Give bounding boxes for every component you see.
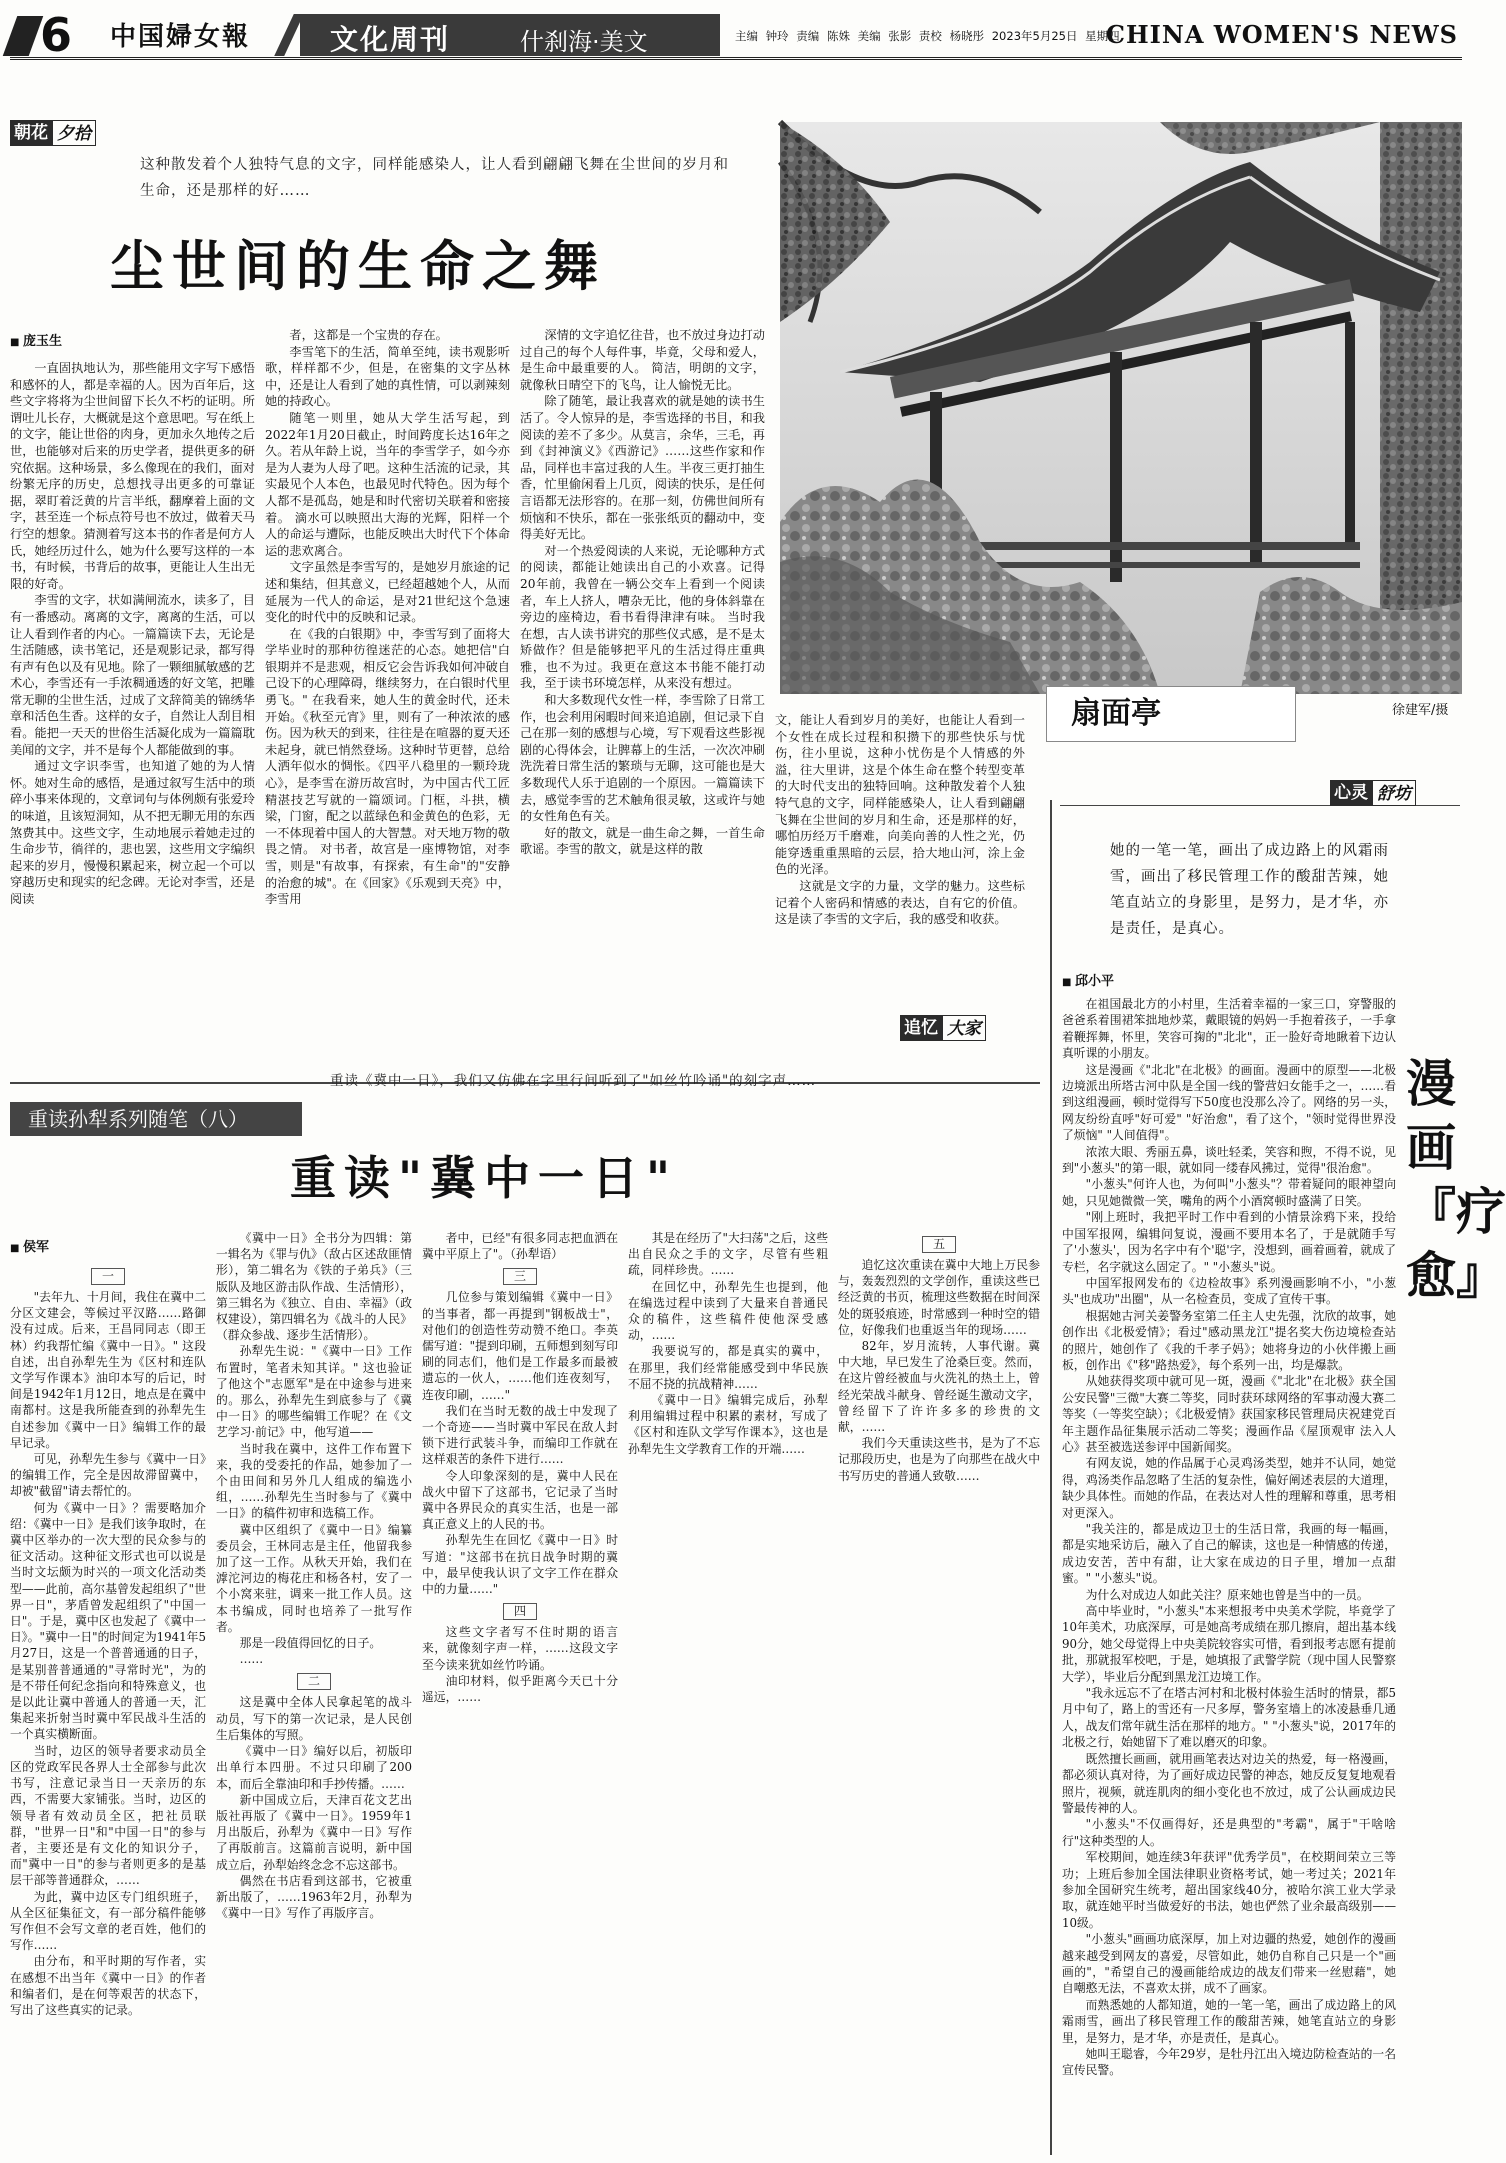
column-tag-part: 大家 bbox=[942, 1015, 986, 1041]
column-tag-part: 朝花 bbox=[10, 120, 52, 146]
paragraph: 《冀中一日》编辑完成后，孙犁利用编辑过程中积累的素材，写成了《区村和连队文学写作课本》，这也是孙犁先生文学教育工作的开端…… bbox=[628, 1393, 828, 1456]
paragraph: "小葱头"何许人也，为何叫"小葱头"？带着疑问的眼神望向她，只见她微微一笑，嘴角的两个小酒窝顿时盛满了日笑。 bbox=[1062, 1177, 1396, 1208]
article2-column-1 bbox=[10, 1262, 206, 2152]
english-paper-name: CHINA WOMEN'S NEWS bbox=[1105, 20, 1458, 49]
paragraph: 为什么对成边人如此关注？原来她也曾是当中的一员。 bbox=[1085, 1587, 1369, 1602]
paragraph: 为此，冀中边区专门组织班子，从全区征集征文，有一部分稿件能够写作但不会写文章的老百姓，他们的写作…… bbox=[10, 1889, 206, 1953]
paragraph: 追忆这次重读在冀中大地上万民参与，轰轰烈烈的文学创作，重读这些已经泛黄的书页，梳理这些数据在时间深处的斑驳痕迹，时常感到一种时空的错位，好像我们也重返当年的现场…… bbox=[838, 1258, 1040, 1337]
article1-column-3 bbox=[520, 327, 765, 1075]
paragraph: 我们在当时无数的战士中发现了一个奇迹——当时冀中军民在敌人封锁下进行武装斗争，而编印工作就在这样艰苦的条件下进行…… bbox=[422, 1403, 618, 1467]
paragraph: 李雪的文字，状如满闸流水，读多了，目有一番感动。离离的文字，离离的生活，可以让人看到作者的内心。一篇篇读下去，无论是生活随感，读书笔记，还是观影记录，都写得有声有色以及有见地。除了一颗细腻敏感的艺术心，李雪还有一手浓稠通透的好文笔，把雕常无聊的尘世生活，过成了文辞简美的锦绣华章和活色生香。这样的女子，自然让人刮目相看。能把一天天的世俗生活凝化成为一篇篇耽美闻的文字，并不是每个人都能做到的事。 bbox=[10, 593, 255, 757]
section-bar bbox=[300, 14, 720, 56]
photo-caption: 扇面亭 bbox=[1046, 686, 1296, 742]
section-mark: 五 bbox=[838, 1236, 1040, 1253]
paragraph: "小葱头"不仅画得好，还是典型的"考霸"，属于"干啥啥行"这种类型的人。 bbox=[1062, 1817, 1396, 1848]
article2-lead: 重读《冀中一日》，我们又仿佛在字里行间听到了"如丝竹吟诵"的刻字声…… bbox=[330, 1073, 817, 1089]
paragraph: 李雪笔下的生活，简单至纯，读书观影听歌，样样都不少，但是，在密集的文字丛林中，还是让人看到了她的真性情，可以剥辣刻她的持政心。 bbox=[265, 344, 510, 409]
paper-name: 中国婦女報 bbox=[110, 22, 251, 52]
paragraph: 何为《冀中一日》？需要略加介绍：《冀中一日》是我们该争取时，在冀中区举办的一次大型的民众参与的征文活动。这种征文形式也可以说是当时文坛颇为时兴的一项文化活动类型——此前，高尔基曾发起组织了"世界一日"，茅盾曾发起组织了"中国一日"。于是，冀中区也发起了《冀中一日》。"冀中一日"的时间定为1941年5月27日，这是一个普普通通的日子，是某别普普通通的"寻常时光"，为的是不带任何纪念指向和特殊意义，也是以此让冀中普通人的普通一天，汇集起来折射当时冀中军民战斗生活的一个真实横断面。 bbox=[10, 1500, 206, 1742]
photo-credit: 徐建军/摄 bbox=[1392, 703, 1449, 718]
section-mark: 三 bbox=[422, 1268, 618, 1285]
article2-column-4 bbox=[628, 1230, 828, 2152]
paragraph: 《冀中一日》编好以后，初版印出单行本四册。不过只印刷了200本，而后全靠油印和手抄传播。…… bbox=[216, 1744, 412, 1791]
paragraph: 根据她古河关姜警务室第二任主人史先强，沈欣的故事，她创作出《北极爱情》；看过"感动黑龙江"提名奖大伤边境检查站的照片，她创作了《我的千孝子妈》；她将身边的小伙伴搬上画板，创作出《"移"路热爱》，每个系列一出，均是爆款。 bbox=[1062, 1308, 1396, 1372]
column-tag-part: 舒坊 bbox=[1372, 780, 1416, 806]
article2-author: ■ 侯军 bbox=[10, 1236, 49, 1255]
paragraph: "我永远忘不了在塔古河村和北极村体验生活时的情景，都5月中旬了，路上的雪还有一尺多厚，警务室墙上的冰凌悬垂几通人，战友们常年就生活在那样的地方。" "小葱头"说，2017年的北极之行，始她留下了难以磨灭的印象。 bbox=[1062, 1686, 1396, 1750]
paragraph: 通过文字识李雪，也知道了她的为人情怀。她对生命的感悟，是通过叙写生活中的琐碎小事来体现的，文章词句与体例颇有张爱玲的味道，且该短洞知，从不把无聊无用的东西煞费其中。这些文字，生动地展示着她走过的生命步节，徜徉的，悲也罢，这些用文字编织起来的岁月，慢慢积累起来，树立起一个可以穿越历史和现实的纪念碑。无论对李雪，还是阅读 bbox=[10, 759, 255, 906]
paragraph: 者中，已经"有很多同志把血洒在冀中平原上了"。（孙犁语） bbox=[422, 1231, 618, 1262]
section-mark: 四 bbox=[422, 1603, 618, 1620]
paragraph: 新中国成立后，天津百花文艺出版社再版了《冀中一日》。1959年1月出版后，孙犁为《冀中一日》写作了再版前言。这篇前言说明，新中国成立后，孙犁始终念念不忘这部书。 bbox=[216, 1792, 412, 1872]
paragraph: 油印材料，似乎距离今天已十分遥远，…… bbox=[422, 1673, 618, 1705]
paragraph: 其是在经历了"大扫荡"之后，这些出自民众之手的文字，尽管有些粗疏，同样珍贵。…… bbox=[628, 1231, 828, 1278]
paragraph: 深情的文字追忆往昔，也不放过身边打动过自己的每个人每件事，毕竟，父母和爱人，是生命中最重要的人。 简洁，明朗的文字，就像秋日晴空下的飞鸟，让人愉悦无比。 bbox=[520, 328, 765, 392]
article2-headline: 重读"冀中一日" bbox=[290, 1151, 678, 1205]
paragraph: 那是一段值得回忆的日子。 bbox=[239, 1636, 382, 1651]
column-tag-zhuiyi bbox=[900, 1015, 986, 1041]
paragraph: "我关注的，都是成边卫士的生活日常，我画的每一幅画，都是实地采访后，融入了自己的解读，这也是一种情感的传递，成边安苦，苦中有甜，让大家在成边的日子里，增加一点甜蜜。" "小葱头"说。 bbox=[1062, 1522, 1396, 1586]
paragraph: 由分布，和平时期的写作者，实在感想不出当年《冀中一日》的作者和编者们，是在何等艰苦的状态下，写出了这些真实的记录。 bbox=[10, 1954, 206, 2017]
paragraph: …… bbox=[239, 1652, 264, 1667]
masthead bbox=[10, 10, 1462, 60]
paragraph: 冀中区组织了《冀中一日》编纂委员会，王林同志是主任，他留我参加了这一工作。从秋天开始，我们在滹沱河边的梅花庄和杨各村，安了一个小窝来驻，调来一批工作人员。这本书编成，同时也培养了一批写作者。 bbox=[216, 1522, 412, 1634]
paragraph: "小葱头"画画功底深厚，加上对边疆的热爱，她创作的漫画越来越受到网友的喜爱，尽管如此，她仍自称自己只是一个"画画的"，"希望自己的漫画能给成边的战友们带来一丝慰藉"，她自嘲憨无法，不喜欢太拼，成不了画家。 bbox=[1062, 1932, 1396, 1996]
page-number: 6 bbox=[10, 10, 110, 60]
article1-headline: 尘世间的生命之舞 bbox=[110, 234, 606, 298]
column-tag-zhaohua bbox=[10, 120, 96, 146]
paragraph: 这些文字者写不住时期的语言来，就像刻字声一样，……这段文字至今读来犹如丝竹吟诵。 bbox=[422, 1625, 618, 1672]
article3-author: ■ 邱小平 bbox=[1062, 970, 1114, 989]
paragraph: 一直固执地认为，那些能用文字写下感悟和感怀的人，都是幸福的人。因为百年后，这些文字将将为尘世间留下长久不朽的证明。所谓吐儿长存，大概就是这个意思吧。写在纸上的文字，能让世俗的肉身，更加永久地传之后世，也能够对后来的历史学者，提供更多的研究依据。这种场景，多么像现在的我们，面对纷繁无序的历史，总想找寻出更多的可靠证据，翠盯着泛黄的片言半纸，翻摩着上面的文字，甚至连一个标点符号也不放过，做着天马行空的想象。猜测着写这本书的作者是何方人氏，她经历过什么，她为什么要写这样的一本书，有时候，书背后的故事，更能让人生出无限的好奇。 bbox=[10, 361, 255, 591]
pavilion-photo bbox=[780, 122, 1462, 694]
pavilion-illustration bbox=[780, 122, 1462, 694]
paragraph: 军校期间，她连续3年获评"优秀学员"，在校期间荣立三等功；上班后参加全国法律职业资格考试，她一考过关；2021年参加全国研究生统考，超出国家线40分，被哈尔滨工业大学录取，就连她平时当做爱好的书法，她也俨然了业余最高级别——10级。 bbox=[1062, 1850, 1396, 1930]
paragraph: 既然擅长画画，就用画笔表达对边关的热爱，每一格漫画，都必须认真对待，为了画好成边民警的神态，她反反复复地观看照片，视频，就连肌肉的细小变化也不放过，成了公认画成边民警最传神的人。 bbox=[1062, 1751, 1396, 1815]
article2-column-2 bbox=[216, 1230, 412, 2152]
paragraph: 者，这都是一个宝贵的存在。 bbox=[289, 328, 448, 342]
paragraph: 中国军报网发布的《边检故事》系列漫画影响不小，"小葱头"也成功"出圈"，从一名检查员，变成了宣传干事。 bbox=[1062, 1275, 1396, 1307]
section-name: 文化周刊 bbox=[330, 23, 451, 56]
article3-body bbox=[1062, 996, 1396, 2152]
column-tag-xinling bbox=[1330, 780, 1416, 806]
series-title: 重读孙犁系列随笔（八） bbox=[10, 1102, 302, 1136]
paragraph: "刚上班时，我把平时工作中看到的小情景涂鸦下来，投给中国军报网，编辑问复说，漫画不要用本名了，于是就随手写了'小葱头'，因为名字中有个'聪'字，没想到，画着画着，就成了专栏，名字就这么固定了。" "小葱头"说。 bbox=[1062, 1210, 1396, 1274]
paragraph: 偶然在书店看到这部书，它被重新出版了，……1963年2月，孙犁为《冀中一日》写作了再版序言。 bbox=[216, 1873, 412, 1921]
paragraph: 可见，孙犁先生参与《冀中一日》的编辑工作，完全是因故滞留冀中，却被"截留"请去帮忙的。 bbox=[10, 1452, 206, 1499]
paragraph: 82年，岁月流转，人事代谢。冀中大地，早已发生了沧桑巨变。然而，在这片曾经被血与火洗礼的热土上，曾经光荣战斗献身、曾经诞生激动文字，曾经留下了许许多多的珍贵的文献，…… bbox=[838, 1339, 1040, 1435]
paragraph: 孙犁先生说："《冀中一日》工作布置时，笔者未知其详。" 这也验证了他这个"志愿军"是在中途参与进来的。那么，孙犁先生到底参与了《冀中一日》的哪些编辑工作呢？在《文艺学习·前记》中，他写道—— bbox=[216, 1344, 412, 1440]
paragraph: 《冀中一日》全书分为四辑：第一辑名为《罪与仇》（敌占区述敌匪情形），第二辑名为《铁的子弟兵》（三版队及地区游击队作战、生活情形），第三辑名为《独立、自由、幸福》（政权建设），第四辑名为《战斗的人民》（群众参战、逐步生活情形）。 bbox=[216, 1231, 412, 1343]
paragraph: 孙犁先生在回忆《冀中一日》时写道："这部书在抗日战争时期的冀中，最早使我认识了文字工作在群众中的力量……" bbox=[422, 1533, 618, 1597]
article1-author: ■ 庞玉生 bbox=[10, 330, 62, 349]
paragraph: "去年九、十月间，我住在冀中二分区文建会，等候过平汉路……路御没有过成。后来，王昌同同志（即王林）约我帮忙编《冀中一日》。" 这段自述，出自孙犁先生为《区村和连队文学写作课本》油印本写的后记，时间是1942年1月12日，地点是在冀中南都村。这是我所能查到的孙犁先生自述参加《冀中一日》编辑工作的最早记录。 bbox=[10, 1290, 206, 1450]
column-tag-part: 心灵 bbox=[1330, 780, 1372, 806]
paragraph: 她叫王聪睿，今年29岁，是牡丹江出入境边防检查站的一名宣传民警。 bbox=[1062, 2047, 1396, 2078]
paragraph: 这是冀中全体人民拿起笔的战斗动员，写下的第一次记录，是人民创生后集体的写照。 bbox=[216, 1695, 412, 1742]
article1-column-1 bbox=[10, 360, 255, 1075]
paragraph: 这是漫画《"北北"在北极》的画面。漫画中的原型——北极边境派出所塔古河中队是全国一线的警营妇女能手之一，……看到这组漫画，顿时觉得写下50度也没那么冷了。网络的另一头，网友纷纷直呼"好可爱" "好治愈"，看了这个，"领时觉得世界没了烦恼" "人间值得"。 bbox=[1062, 1062, 1396, 1143]
paragraph: 令人印象深刻的是，冀中人民在战火中留下了这部书，它记录了当时冀中各界民众的真实生活，也是一部真正意义上的人民的书。 bbox=[422, 1468, 618, 1532]
column-tag-part: 追忆 bbox=[900, 1015, 942, 1041]
vertical-divider bbox=[1050, 800, 1052, 2155]
paragraph: 当时我在冀中，这件工作布置下来，我的受委托的作品，她参加了一个由田间和另外几人组成的编选小组，……孙犁先生当时参与了《冀中一日》的稿件初审和选稿工作。 bbox=[216, 1441, 412, 1521]
paragraph: 在回忆中，孙犁先生也提到，他在编选过程中读到了大量来自普通民众的稿件，这些稿件使他深受感动，…… bbox=[628, 1279, 828, 1343]
section-mark: 二 bbox=[216, 1673, 412, 1690]
article2-column-3 bbox=[422, 1230, 618, 2152]
paragraph: 在《我的白银期》中，李雪写到了面将大学毕业时的那种彷徨迷茫的心态。她把信"白银期并不是悲观，相反它会告诉我如何冲破自己设下的心理障碍，继续努力，在白银时代里勇飞。" 在我看来，她人生的黄金时代，还未开始。《秋至元宵》里，则有了一种浓浓的感伤。因为秋天的到来，往往是在喧器的夏天还未起身，就已悄然登场。这种时节更替，总给人洒年似水的惆怅。《四平八稳里的一颗玲珑心》，是李雪在游历故宫时，为中国古代工匠精湛技艺写就的一篇颂词。门框，斗拱，横梁，门窗，配之以蓝绿色和金黄色的色彩，无一不体现着中国人的大智慧。对天地万物的敬畏之情。 对书者，故宫是一座博物馆，对李雪，则是"有故事，有探索，有生命"的"安静的治愈的城"。在《回家》《乐观到天亮》中，李雪用 bbox=[265, 626, 510, 907]
paragraph: 从她获得奖项中就可见一斑，漫画《"北北"在北极》获全国公安民警"三微"大赛二等奖，同时获环球网络的军事动漫大赛二等奖（一等奖空缺）；《北极爱情》获国家移民管理局庆祝建党百年主题作品征集展示活动二等奖；漫画作品《屋顶观审 法入人心》甚至被选送参评中国新闻奖。 bbox=[1062, 1374, 1396, 1454]
section-mark: 一 bbox=[10, 1268, 206, 1285]
paragraph: 有网友说，她的作品属于心灵鸡汤类型，她并不认同，她觉得，鸡汤类作品忽略了生活的复杂性，偏好阐述表层的大道理，缺少具体性。而她的作品，在表达对人性的理解和尊重，思考相对更深入。 bbox=[1062, 1456, 1396, 1520]
article2-column-5 bbox=[838, 1230, 1040, 2152]
paragraph: 我们今天重读这些书，是为了不忘记那段历史，也是为了向那些在战火中书写历史的普通人致敬…… bbox=[838, 1436, 1040, 1483]
paragraph: 我要说写的，都是真实的冀中，在那里，我们经常能感受到中华民族不屈不挠的抗战精神…… bbox=[628, 1344, 828, 1391]
editor-credits: 主编 钟玲 责编 陈姝 美编 张影 责校 杨晓彤 2023年5月25日 星期四 bbox=[735, 29, 1120, 43]
paragraph: 在祖国最北方的小村里，生活着幸福的一家三口，穿警服的爸爸系着围裙笨拙地炒菜，戴眼镜的妈妈一手抱着孩子，一手拿着鞭挥舞，怀里，笑容可掬的"北北"，正一脸好奇地瞅着下边认真听课的小朋友。 bbox=[1062, 997, 1396, 1061]
article3-lead: 她的一笔一笔，画出了成边路上的风霜雨雪，画出了移民管理工作的酸甜苦辣，她笔直站立的身影里，是努力，是才华，亦是责任，是真心。 bbox=[1110, 843, 1389, 937]
paragraph: 这就是文字的力量，文学的魅力。这些标记着个人密码和情感的表达，自有它的价值。这是读了李雪的文字后，我的感受和收获。 bbox=[775, 878, 1025, 927]
article1-lead: 这种散发着个人独特气息的文字，同样能感染人，让人看到翩翩飞舞在尘世间的岁月和生命，还是那样的好…… bbox=[140, 157, 729, 199]
section-subtitle: 什刹海·美文 bbox=[520, 28, 648, 56]
paragraph: 和大多数现代女性一样，李雪除了日常工作，也会利用闲暇时间来追追剧，但记录下自己在那一刻的感想与心境，写下观看这些影视剧的心得体会，让脾幕上的生活，一次次冲刷洗洗着日常生活的繁琐与无聊，这可能也是大多数现代人乐于追剧的一个原因。一篇篇读下去，感觉李雪的艺术触角很灵敏，这或许与她的女性角色有关。 bbox=[520, 693, 765, 824]
paragraph: 当时，边区的领导者要求动员全区的党政军民各界人士全部参与此次书写，注意记录当日一天亲历的东西，不需要大家铺张。当时，边区的领导者有效动员全区，把社员联群，"世界一日"和"中国一日"的参与者，主要还是有文化的知识分子，而"冀中一日"的参与者则更多的是基层干部等普通群众，…… bbox=[10, 1743, 206, 1888]
paragraph: 而熟悉她的人都知道，她的一笔一笔，画出了成边路上的风霜雨雪，画出了移民管理工作的酸甜苦辣，她笔直站立的身影里，是努力，是才华，亦是责任，是真心。 bbox=[1062, 1997, 1396, 2045]
paragraph: 除了随笔，最让我喜欢的就是她的读书生活了。令人惊异的是，李雪选择的书目，和我阅读的差不了多少。从莫言，余华，三毛，再到《封神演义》《西游记》……这些作家和作品，同样也丰富过我的人生。半夜三更打抽生香，忙里偷闲看上几页，阅读的快乐，是任何言语都无法形容的。在那一刻，仿佛世间所有烦恼和不快乐，都在一张张纸页的翻动中，变得美好无比。 bbox=[520, 394, 765, 542]
paragraph: 高中毕业时，"小葱头"本来想报考中央美术学院，毕竟学了10年美术，功底深厚，可是她高考成绩在那几擦肩，超出基本线90分，她父母觉得上中央美院较容实可惜，看到报考志愿有提前批，那就报军校吧，于是，她填报了武警学院（现中国人民警察大学），毕业后分配到黑龙江边境工作。 bbox=[1062, 1604, 1396, 1684]
paragraph: 文字虽然是李雪写的，是她岁月旅途的记述和集结，但其意义，已经超越她个人，从而延展为一代人的命运，是对21世纪这个急速变化的时代中的反映和记录。 bbox=[265, 560, 510, 625]
paragraph: 随笔一则里，她从大学生活写起，到2022年1月20日截止，时间跨度长达16年之久。若从年龄上说，当年的李雪学子，如今亦是为人妻为人母了吧。这种生活流的记录，其实最见个人本色，也最见时代特色。因为每个人都不是孤岛，她是和时代密切关联着和密接着。 滴水可以映照出大海的光辉，阳样一个人的命运与遭际，也能反映出大时代下个体命运的悲欢离合。 bbox=[265, 410, 510, 558]
article1-column-2 bbox=[265, 327, 510, 1075]
column-tag-part: 夕拾 bbox=[52, 120, 96, 146]
paragraph: 几位参与策划编辑《冀中一日》的当事者，都一再提到"钢板战士"，对他们的创造性劳动赞不绝口。李英儒写道："提到印刷，五师想到刻写印刷的同志们，他们是工作最多而最被遗忘的一伙人，……他们连夜刻写，连夜印刷，……" bbox=[422, 1290, 618, 1402]
paragraph: 文，能让人看到岁月的美好，也能让人看到一个女性在成长过程和积攒下的那些快乐与忧伤，往小里说，这种小忧伤是个人情感的外溢，往大里讲，这是个体生命在整个转型变革的大时代支出的独特回响。这种散发着个人独特气息的文字，同样能感染人，让人看到翩翩飞舞在尘世间的岁月和生命，还是那样的好，哪怕历经万千磨难，向美向善的人性之光，仍能穿透重重黑暗的云层，拾大地山河，涂上金色的光泽。 bbox=[775, 713, 1025, 877]
paragraph: 对一个热爱阅读的人来说，无论哪种方式的阅读，都能让她读出自己的小欢喜。记得20年前，我曾在一辆公交车上看到一个阅读者，车上人挤人，嘈杂无比，他的身体斜靠在旁边的座椅边，看书看得津津有味。 当时我在想，古人读书讲究的那些仪式感，是不是太矫做作？但是能够把平凡的生活过得庄重典雅，也不为过。我更在意这本书能不能打动我，至于读书环境怎样，从来没有想过。 bbox=[520, 543, 765, 691]
paragraph: 浓浓大眼、秀丽五鼻，谈吐轻柔，笑容和煦，不得不说，见到"小葱头"的第一眼，就如同一缕春风拂过，觉得"很治愈"。 bbox=[1062, 1144, 1396, 1176]
paragraph: 好的散文，就是一曲生命之舞，一首生命歌谣。李雪的散文，就是这样的散 bbox=[520, 825, 765, 857]
article3-vertical-title: 漫画『疗愈』 bbox=[1406, 1054, 1506, 1305]
